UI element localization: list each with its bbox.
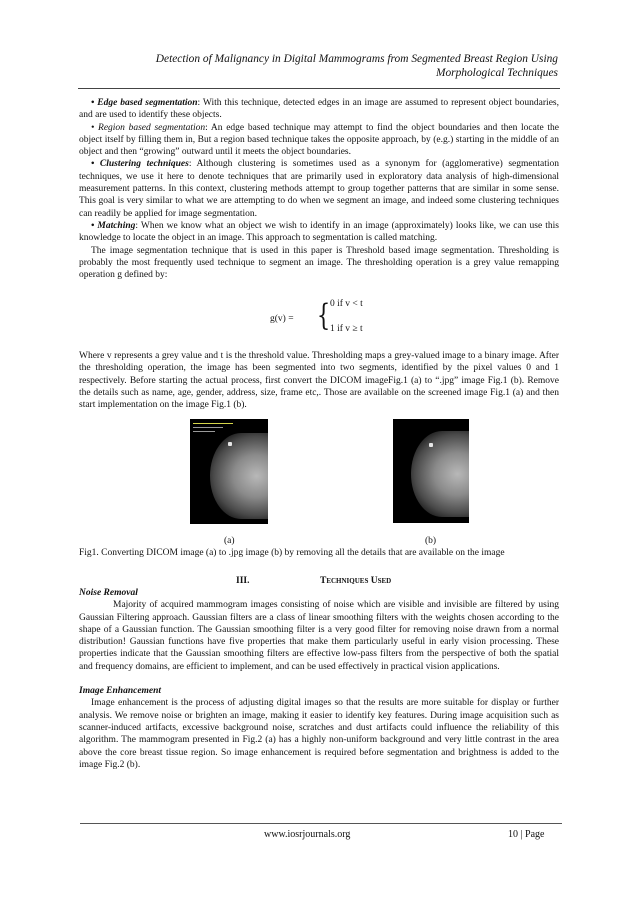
section-number: III. (236, 576, 250, 586)
formula-case-2: 1 if v ≥ t (330, 324, 363, 334)
marker-speck (429, 443, 433, 447)
figure-label-b: (b) (425, 536, 437, 546)
techniques-body (79, 587, 559, 771)
cluster-label: • Clustering techniques (91, 159, 189, 170)
edge-paragraph (79, 97, 559, 122)
breast-tissue (411, 431, 469, 517)
enhancement-heading: Image Enhancement (79, 686, 162, 697)
header-line-1: Detection of Malignancy in Digital Mammograms from Segmented Breast Region Using (155, 53, 558, 65)
enhancement-text: Image enhancement is the process of adjusting digital images so that the results are more suitable for display or further analysis. We remove noise or brighten an image, making it easier to identify key features. During image acquisition such as scanner-induced artifacts, excessive background noise, scratches and dust artifacts could influence the reliability of this algorithm. The mammogram presented in Fig.2 (a) has a highly non-uniform background and very little contrast in the area above the core breast tissue region. So image enhancement is required before segmentation and brightness is added to the image Fig.2 (b). (79, 698, 559, 770)
where-text: Where v represents a grey value and t is the threshold value. Thresholding maps a grey-valued image to a binary image. After the thresholding operation, the image has been segmented into two segments, identified by the pixel values 0 and 1 respectively. Before starting the actual process, first convert the DICOM imageFig.1 (a) to “.jpg” image Fig.1 (b). Remove the details such as name, age, gender, address, size, frame etc,. Those are available on the screened image Fig.1 (a) and then start implementation on the image Fig.1 (b). (79, 351, 559, 411)
region-paragraph (79, 122, 559, 159)
region-text: : An edge based technique may attempt to find the object boundaries and then locate the object itself by filling them in, But a region based technique takes the opposite approach, by (e.g.) starting in the middle of an object and then “growing” outward until it meets the object boundaries. (79, 122, 559, 158)
formula-case-1: 0 if v < t (330, 299, 363, 309)
edge-text: : With this technique, detected edges in an image are assumed to represent object boundaries, and are used to identify these objects. (79, 98, 559, 121)
dicom-overlay-text (193, 427, 223, 428)
header-rule (78, 88, 560, 89)
noise-text: Majority of acquired mammogram images consisting of noise which are visible and invisible are filtered by using Gaussian Filtering approach. Gaussian filters are a class of linear smoothing filters with the weights chosen according to the shape of a Gaussian function. The Gaussian smoothing filter is a very good filter for removing noise drawn from a normal distribution! Gaussian functions have five properties that make them particularly useful in early vision processing. These properties indicate that the Gaussian smoothing filters are effective low-pass filters from the perspective of both the spatial and frequency domains, are efficient to implement, and can be used effectively in practical vision applications. (79, 600, 559, 672)
footer-rule (80, 823, 562, 824)
cluster-text: : Although clustering is sometimes used as a synonym for (agglomerative) segmentation techniques, we use it here to denote techniques that are primarily used in exploratory data analysis of high-dimensional measurement patterns. In this context, clustering methods attempt to group together patterns that are similar in some sense. This goal is very similar to what we are attempting to do when we segment an image, and indeed some clustering techniques can readily be applied for image segmentation. (79, 159, 560, 219)
threshold-paragraph: The image segmentation technique that is used in this paper is Threshold based image segmentation. Thresholding is probably the most frequently used technique to segment an image. The thresholding operation is a grey value remapping operation g defined by: (79, 245, 559, 281)
region-label: • Region based segmentation (91, 122, 206, 133)
breast-tissue (210, 433, 268, 519)
where-paragraph (79, 350, 559, 411)
matching-text: : When we know what an object we wish to identify in an image (approximately) looks like, we can use this knowledge to locate the object in an image. This approach to segmentation is called matching. (79, 220, 559, 244)
header-line-2: Morphological Techniques (435, 67, 558, 79)
footer-url: www.iosrjournals.org (264, 829, 351, 840)
threshold-formula (270, 297, 430, 342)
dicom-overlay-text (193, 431, 215, 432)
running-header (120, 52, 558, 80)
section-title: Techniques Used (320, 576, 392, 586)
edge-label: • Edge based segmentation (91, 98, 198, 108)
figure-label-a: (a) (224, 536, 235, 546)
brace-icon: { (316, 298, 331, 333)
matching-label: • Matching (91, 220, 136, 231)
paragraph-gap (79, 673, 559, 685)
jpg-mammogram-image (393, 419, 469, 523)
noise-heading: Noise Removal (79, 588, 138, 598)
cluster-paragraph (79, 158, 559, 219)
segmentation-methods (79, 97, 559, 281)
matching-paragraph (79, 220, 559, 245)
footer-page-number: 10 | Page (508, 829, 545, 840)
dicom-overlay-text (193, 423, 233, 424)
figure-caption: Fig1. Converting DICOM image (a) to .jpg image (b) by removing all the details that are available on the image (79, 548, 505, 558)
dicom-mammogram-image (190, 419, 268, 524)
marker-speck (228, 442, 232, 446)
formula-lhs: g(v) = (270, 314, 294, 324)
